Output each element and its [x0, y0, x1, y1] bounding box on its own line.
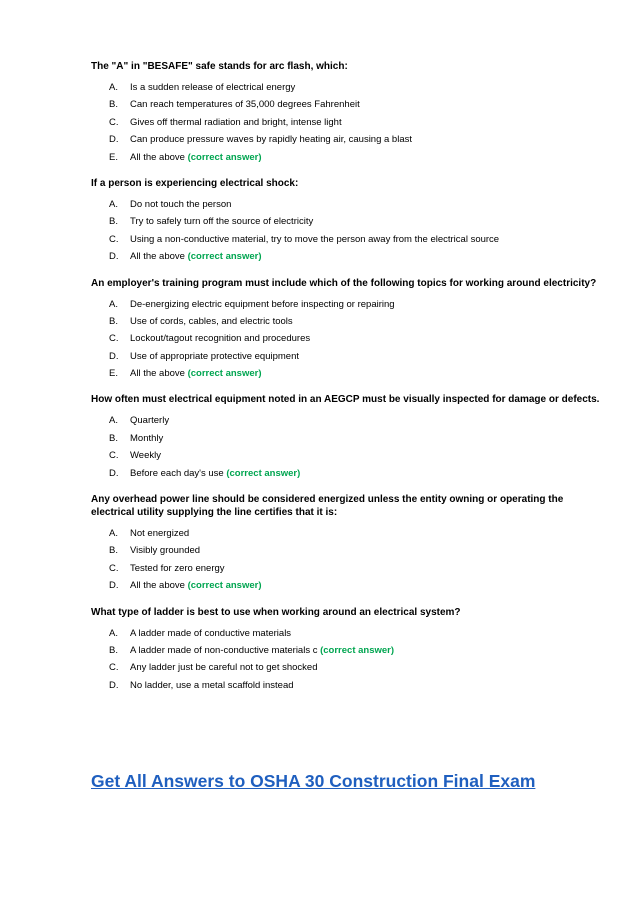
- option-letter: B.: [109, 315, 118, 327]
- option-label: All the above: [130, 151, 185, 163]
- option-label: Quarterly: [130, 415, 170, 427]
- answer-option: [109, 645, 601, 662]
- option-text: [130, 450, 161, 467]
- option-letter: C.: [109, 116, 119, 128]
- answer-option: [109, 351, 601, 368]
- option-text: [130, 251, 262, 268]
- correct-answer-marker: (correct answer): [187, 580, 262, 592]
- answer-options: [91, 628, 601, 698]
- option-letter: B.: [109, 644, 118, 656]
- option-letter: A.: [109, 528, 118, 540]
- option-letter: C.: [109, 450, 119, 462]
- question-block: [91, 60, 601, 169]
- option-letter: A.: [109, 627, 118, 639]
- option-letter: D.: [109, 467, 119, 479]
- option-label: Monthly: [130, 432, 164, 444]
- option-text: [130, 82, 295, 99]
- option-text: [130, 152, 262, 169]
- option-label: Not energized: [130, 528, 190, 540]
- question-block: [91, 393, 601, 485]
- option-letter: E.: [109, 151, 118, 163]
- option-label: Using a non-conductive material, try to move the person away from the electrical source: [130, 233, 500, 245]
- option-label: Any ladder just be careful not to get shocked: [130, 662, 318, 674]
- option-text: [130, 433, 163, 450]
- answer-option: [109, 563, 601, 580]
- answer-option: [109, 415, 601, 432]
- question-text: Any overhead power line should be considered energized unless the entity owning or operating the electrical utility supplying the line certifies that it is:: [91, 494, 564, 519]
- option-label: Do not touch the person: [130, 198, 232, 210]
- option-label: All the above: [130, 251, 185, 263]
- option-label: A ladder made of conductive materials: [130, 627, 292, 639]
- answer-option: [109, 450, 601, 467]
- option-label: Use of cords, cables, and electric tools: [130, 315, 293, 327]
- option-letter: C.: [109, 662, 119, 674]
- answer-options: [91, 528, 601, 598]
- option-text: [130, 216, 313, 233]
- answer-option: [109, 316, 601, 333]
- question-text: An employer's training program must include which of the following topics for working around electricity?: [91, 277, 597, 289]
- option-letter: D.: [109, 134, 119, 146]
- option-text: [130, 545, 200, 562]
- option-letter: A.: [109, 198, 118, 210]
- option-letter: C.: [109, 333, 119, 345]
- option-text: [130, 528, 189, 545]
- option-label: Lockout/tagout recognition and procedures: [130, 333, 311, 345]
- question-block: [91, 277, 601, 386]
- option-label: Can reach temperatures of 35,000 degrees Fahrenheit: [130, 99, 360, 111]
- option-letter: B.: [109, 545, 118, 557]
- answer-options: [91, 415, 601, 485]
- option-label: A ladder made of non-conductive materials c: [130, 644, 318, 656]
- option-text: [130, 415, 169, 432]
- option-letter: B.: [109, 216, 118, 228]
- option-text: [130, 134, 412, 151]
- option-text: [130, 563, 225, 580]
- question-spacer: [91, 385, 601, 393]
- answer-option: [109, 368, 601, 385]
- option-text: [130, 199, 231, 216]
- option-letter: A.: [109, 415, 118, 427]
- option-letter: D.: [109, 251, 119, 263]
- answer-option: [109, 251, 601, 268]
- answer-option: [109, 152, 601, 169]
- quiz-document: [91, 60, 601, 697]
- answer-option: [109, 216, 601, 233]
- option-label: De-energizing electric equipment before inspecting or repairing: [130, 298, 395, 310]
- answer-option: [109, 82, 601, 99]
- question-text: The "A" in "BESAFE" safe stands for arc flash, which:: [91, 61, 348, 72]
- option-letter: A.: [109, 82, 118, 93]
- answer-option: [109, 468, 601, 485]
- answer-options: [91, 199, 601, 269]
- answer-option: [109, 99, 601, 116]
- question-text: What type of ladder is best to use when working around an electrical system?: [91, 606, 461, 618]
- answer-option: [109, 117, 601, 134]
- question-spacer: [91, 269, 601, 277]
- option-letter: D.: [109, 350, 119, 362]
- option-label: No ladder, use a metal scaffold instead: [130, 679, 294, 691]
- question-block: [91, 177, 601, 269]
- answer-option: [109, 680, 601, 697]
- option-label: Visibly grounded: [130, 545, 201, 557]
- option-text: [130, 468, 300, 485]
- answer-option: [109, 662, 601, 679]
- correct-answer-marker: (correct answer): [320, 644, 395, 656]
- option-label: Can produce pressure waves by rapidly heating air, causing a blast: [130, 134, 412, 146]
- get-all-answers-link[interactable]: Get All Answers to OSHA 30 Construction Final Exam: [91, 771, 536, 791]
- answer-option: [109, 134, 601, 151]
- option-letter: B.: [109, 432, 118, 444]
- option-label: All the above: [130, 580, 185, 592]
- answer-options: [91, 82, 601, 169]
- option-text: [130, 99, 360, 116]
- option-text: [130, 368, 262, 385]
- option-text: [130, 662, 317, 679]
- option-text: [130, 316, 293, 333]
- question-text: If a person is experiencing electrical shock:: [91, 177, 299, 189]
- option-letter: D.: [109, 580, 119, 592]
- option-label: All the above: [130, 368, 185, 380]
- option-text: [130, 628, 291, 645]
- option-text: [130, 580, 262, 597]
- option-text: [130, 299, 395, 316]
- option-text: [130, 117, 342, 134]
- option-text: [130, 351, 299, 368]
- option-text: [130, 234, 499, 251]
- answer-options: [91, 299, 601, 386]
- question-block: [91, 493, 601, 598]
- option-label: Weekly: [130, 450, 161, 462]
- option-letter: C.: [109, 233, 119, 245]
- option-text: [130, 645, 394, 662]
- question-text: How often must electrical equipment noted in an AEGCP must be visually inspected for damage or defects.: [91, 394, 600, 406]
- question-spacer: [91, 485, 601, 493]
- question-block: [91, 606, 601, 698]
- correct-answer-marker: (correct answer): [187, 251, 262, 263]
- option-letter: C.: [109, 562, 119, 574]
- option-label: Gives off thermal radiation and bright, intense light: [130, 116, 342, 128]
- correct-answer-marker: (correct answer): [187, 368, 262, 380]
- option-label: Try to safely turn off the source of electricity: [130, 216, 314, 228]
- option-letter: E.: [109, 368, 118, 380]
- option-label: Use of appropriate protective equipment: [130, 350, 299, 362]
- option-letter: A.: [109, 298, 118, 310]
- answer-option: [109, 545, 601, 562]
- answer-option: [109, 333, 601, 350]
- answer-option: [109, 199, 601, 216]
- answer-option: [109, 580, 601, 597]
- option-text: [130, 680, 294, 697]
- answer-option: [109, 299, 601, 316]
- answer-option: [109, 628, 601, 645]
- correct-answer-marker: (correct answer): [226, 467, 301, 479]
- answer-option: [109, 433, 601, 450]
- correct-answer-marker: (correct answer): [187, 151, 262, 163]
- answer-option: [109, 528, 601, 545]
- option-letter: B.: [109, 99, 118, 111]
- answer-option: [109, 234, 601, 251]
- option-label: Before each day's use: [130, 467, 224, 479]
- option-label: Tested for zero energy: [130, 562, 225, 574]
- option-label: Is a sudden release of electrical energy: [130, 82, 296, 93]
- question-spacer: [91, 598, 601, 606]
- option-letter: D.: [109, 679, 119, 691]
- question-spacer: [91, 169, 601, 177]
- option-text: [130, 333, 310, 350]
